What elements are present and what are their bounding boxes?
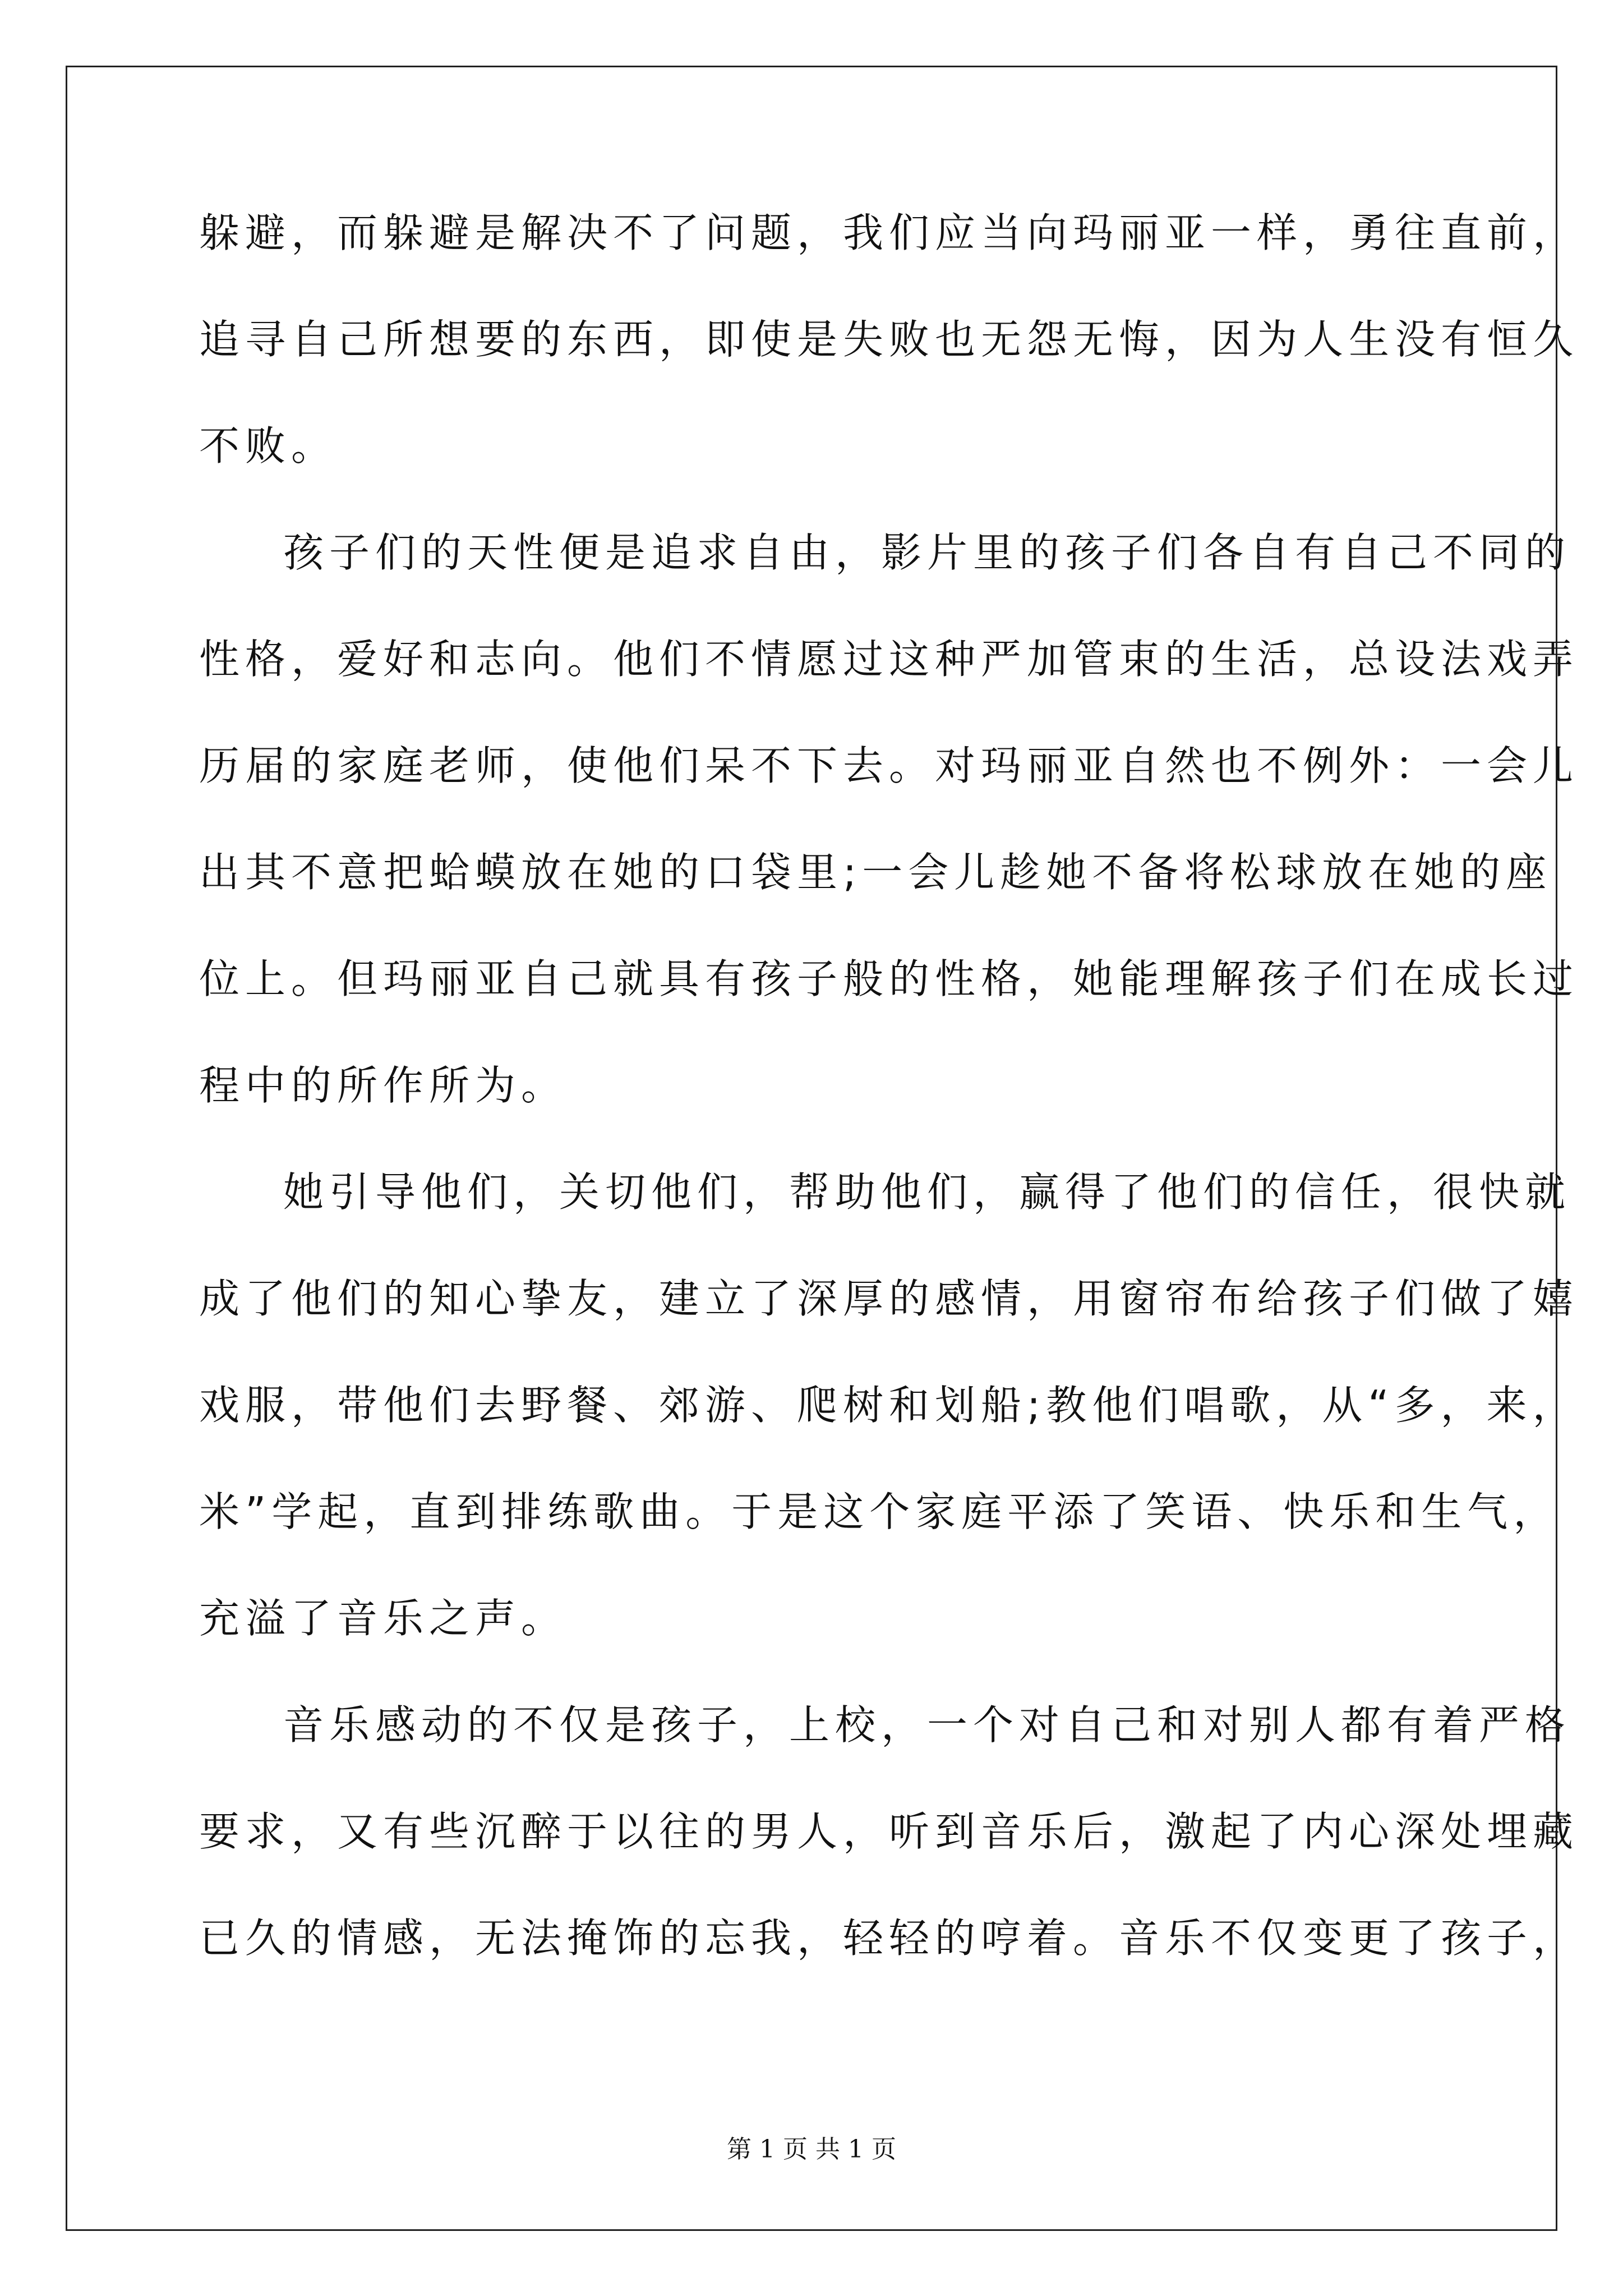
text-line: 不败。 — [199, 422, 338, 470]
text-line: 性格，爱好和志向。他们不情愿过这种严加管束的生活，总设法戏弄 — [199, 636, 1579, 683]
paragraph-first-line: 孩子们的天性便是追求自由，影片里的孩子们各自有自己不同的 — [283, 529, 1571, 576]
document-body — [199, 180, 1579, 1991]
paragraph-first-line: 她引导他们，关切他们，帮助他们，赢得了他们的信任，很快就 — [283, 1168, 1571, 1216]
text-line: 程中的所作所为。 — [199, 1062, 568, 1109]
text-line: 已久的情感，无法掩饰的忘我，轻轻的哼着。音乐不仅变更了孩子， — [199, 1915, 1579, 1962]
text-line: 追寻自己所想要的东西，即使是失败也无怨无悔，因为人生没有恒久 — [199, 316, 1579, 363]
text-line: 出其不意把蛤蟆放在她的口袋里;一会儿趁她不备将松球放在她的座 — [199, 849, 1552, 896]
text-line: 躲避，而躲避是解决不了问题，我们应当向玛丽亚一样，勇往直前， — [199, 209, 1579, 256]
text-line: 戏服，带他们去野餐、郊游、爬树和划船;教他们唱歌，从“多，来， — [199, 1382, 1579, 1429]
text-line: 充溢了音乐之声。 — [199, 1595, 568, 1642]
text-line: 历届的家庭老师，使他们呆不下去。对玛丽亚自然也不例外：一会儿 — [199, 742, 1579, 789]
text-line: 要求，又有些沉醉于以往的男人，听到音乐后，激起了内心深处埋藏 — [199, 1808, 1579, 1855]
text-line: 成了他们的知心挚友，建立了深厚的感情，用窗帘布给孩子们做了嬉 — [199, 1275, 1579, 1322]
text-line: 位上。但玛丽亚自己就具有孩子般的性格，她能理解孩子们在成长过 — [199, 955, 1579, 1002]
text-line: 米”学起，直到排练歌曲。于是这个家庭平添了笑语、快乐和生气， — [199, 1488, 1560, 1535]
page-number-footer: 第 1 页 共 1 页 — [727, 2135, 896, 2164]
paragraph-first-line: 音乐感动的不仅是孩子，上校，一个对自己和对别人都有着严格 — [283, 1701, 1571, 1749]
